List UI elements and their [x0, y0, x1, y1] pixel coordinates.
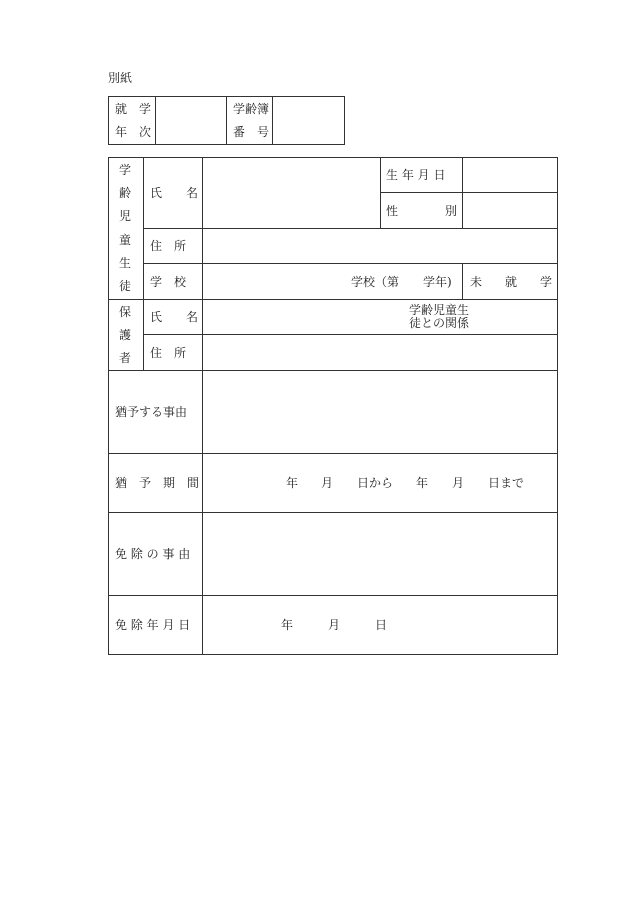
guardian-name-field[interactable]: [203, 300, 403, 334]
sex-field[interactable]: [463, 193, 557, 227]
period-day-from: 日から: [357, 476, 394, 490]
birthdate-field[interactable]: [463, 158, 557, 192]
relation-label-line1: 学齢児童生: [409, 303, 470, 317]
register-number-field[interactable]: [273, 97, 344, 144]
exempt-date-label: 免 除 年 月 日: [115, 618, 191, 632]
period-day-until: 日まで: [488, 476, 525, 490]
postpone-reason-field[interactable]: [203, 371, 557, 453]
guardian-address-label: 住 所: [150, 346, 187, 360]
grade-year-label-bottom: 年 次: [115, 125, 152, 139]
exempt-month: 月: [328, 618, 341, 632]
page-heading: 別紙: [108, 71, 133, 85]
grade-year-field[interactable]: [156, 97, 225, 144]
exempt-day: 日: [375, 618, 388, 632]
postpone-reason-label: 猶予する事由: [115, 405, 188, 419]
school-grade-text: 学校（第 学年): [351, 275, 452, 289]
relation-label-line2: 徒との関係: [409, 316, 470, 330]
not-enrolled-char-3: 学: [540, 275, 553, 289]
period-month-start: 月: [321, 476, 334, 490]
birthdate-label: 生 年 月 日: [386, 168, 446, 182]
exempt-reason-label: 免 除 の 事 由: [115, 547, 191, 561]
sex-label-first: 性: [386, 204, 399, 218]
postpone-period-label: 猶 予 期 間: [115, 476, 200, 490]
sex-label-second: 別: [445, 204, 458, 218]
period-year-start: 年: [286, 476, 299, 490]
student-address-field[interactable]: [203, 229, 557, 263]
student-name-field[interactable]: [203, 158, 379, 227]
exempt-year: 年: [281, 618, 294, 632]
period-month-end: 月: [452, 476, 465, 490]
guardian-address-field[interactable]: [203, 335, 557, 369]
grade-year-label-top: 就 学: [115, 102, 152, 116]
register-number-label-bottom: 番 号: [233, 125, 270, 139]
not-enrolled-char-2: 就: [505, 275, 518, 289]
exempt-reason-field[interactable]: [203, 513, 557, 595]
register-number-label-top: 学齢簿: [233, 102, 270, 116]
student-address-label: 住 所: [150, 239, 187, 253]
not-enrolled-char-1: 未: [470, 275, 483, 289]
guardian-name-label: 氏 名: [150, 310, 199, 324]
school-label: 学 校: [150, 275, 187, 289]
student-name-label: 氏 名: [150, 186, 199, 200]
period-year-end: 年: [416, 476, 429, 490]
document-page: 別紙 就 学 年 次 学齢簿 番 号 学 齢 児 童 生 徒 氏 名 生 年 月 日 性 別 住 所 学 校 学校（第 学年) 未 就 学 保 護 者 氏 名 学齢児童生 徒との関係 住 所 猶予する事由 猶 予 期 間 年 月 日から 年 月 日まで 免 除 の 事 由 免 除 年 月 日 年 月 日: [0, 0, 630, 915]
